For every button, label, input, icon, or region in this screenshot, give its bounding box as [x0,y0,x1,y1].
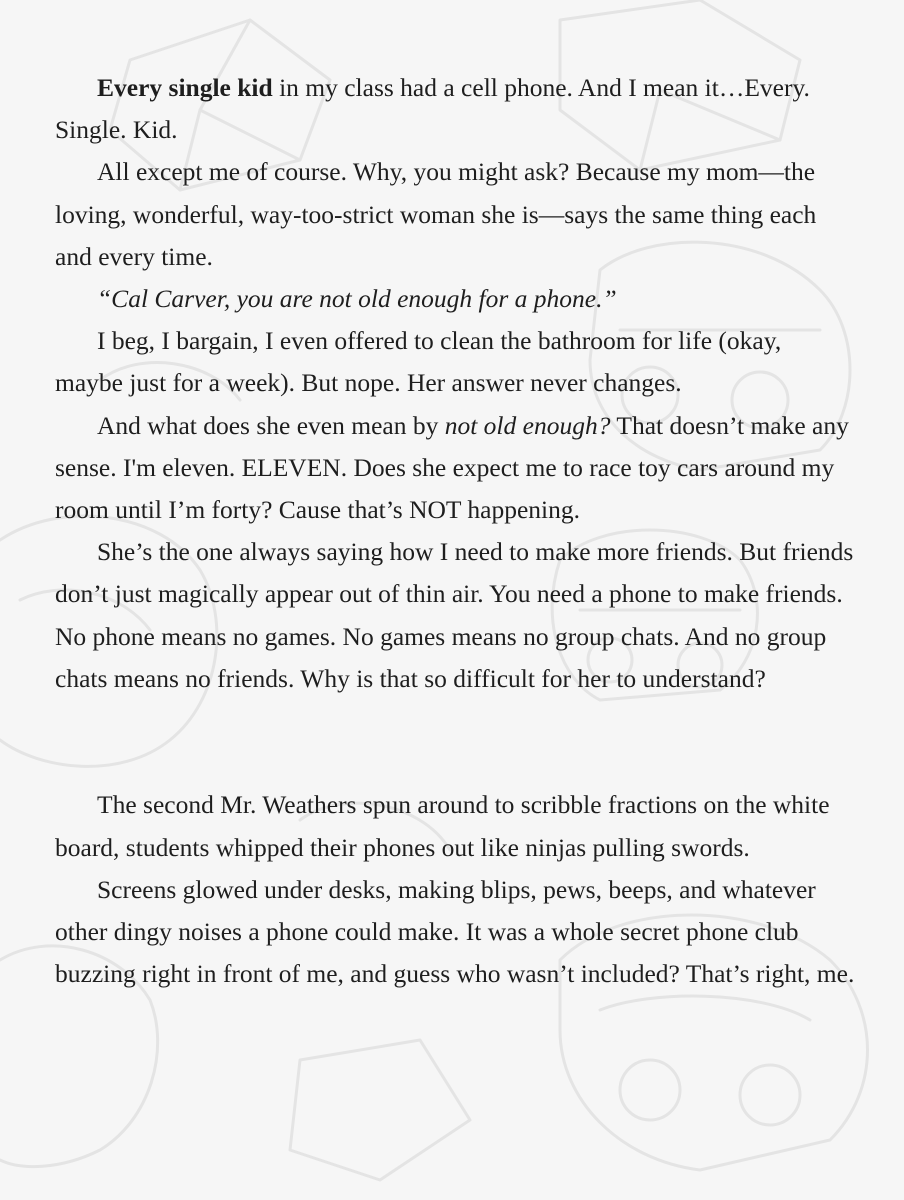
paragraph-2: All except me of course. Why, you might ask? Because my mom—the loving, wonderful, way-too-strict woman she is—says the same thing each and every time. [55,157,817,271]
paragraph-5 [55,405,855,532]
paragraph-8: Screens glowed under desks, making blips, pews, beeps, and whatever other dingy noises a phone could make. It was a whole secret phone club buzzing right in front of me, and guess who wasn’t included? That’s right, me. [55,874,855,989]
scene-break [55,700,855,784]
bold-lead-in: Every single kid [97,73,273,102]
paragraph-4: I beg, I bargain, I even offered to clean the bathroom for life (okay, maybe just for a week). But nope. Her answer never changes. [55,326,782,398]
paragraph-6: She’s the one always saying how I need to make more friends. But friends don’t just magically appear out of thin air. You need a phone to make friends. No phone means no games. No games means no group chats. And no group chats means no friends. Why is that so difficult for her to understand? [55,537,854,693]
book-page-text [55,67,855,995]
paragraph-5-before: And what does she even mean by [97,410,445,440]
mom-quote: “Cal Carver, you are not old enough for a phone.” [97,284,617,314]
paragraph-1 [55,67,855,151]
paragraph-1-text: in my class had a cell phone. And I mean it…Every. Single. Kid. [55,73,810,145]
paragraph-5-after: That doesn’t make any sense. I'm eleven. ELEVEN. Does she expect me to race toy cars around my room until I’m forty? Cause that’s NOT happening. [55,410,849,525]
paragraph-7: The second Mr. Weathers spun around to scribble fractions on the white board, students whipped their phones out like ninjas pulling swords. [55,790,830,862]
paragraph-5-emphasis: not old enough? [444,410,611,440]
